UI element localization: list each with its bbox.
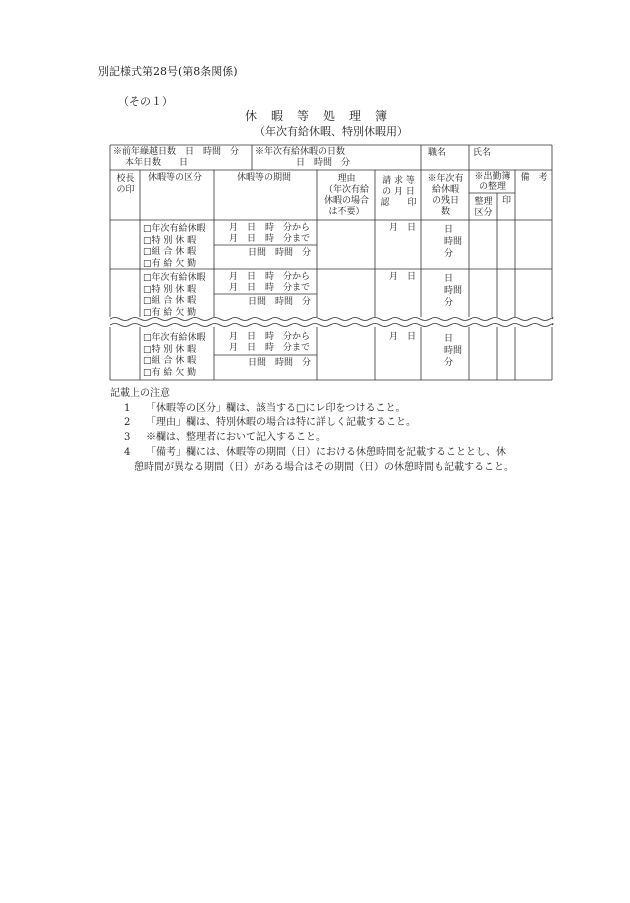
period-total: 日間 時間 分 xyxy=(248,297,312,307)
leave-type-options[interactable]: □年次有給休暇 □特 別 休 暇 □組 合 休 暇 □有 給 欠 勤 xyxy=(143,333,206,378)
form-part: （その１） xyxy=(118,95,173,108)
remaining-leave-header: ※年次有 給休暇 の残日 数 xyxy=(427,174,464,217)
period-from: 月 日 時 分から xyxy=(229,223,311,233)
name-label: 氏名 xyxy=(473,148,492,158)
note-number: 2 xyxy=(124,417,131,428)
note-number: 1 xyxy=(124,403,131,414)
remaining-days: 日 時間 分 xyxy=(444,334,463,368)
current-year-days-label: 本年日数 日 xyxy=(125,158,189,168)
note-text: 「備考」欄には、休暇等の期間（日）における休憩時間を記載することとし、休 xyxy=(146,447,506,458)
request-date: 月 日 xyxy=(389,272,417,282)
period-from: 月 日 時 分から xyxy=(229,272,311,282)
period-total: 日間 時間 分 xyxy=(248,248,312,258)
form-label: 別記様式第28号(第8条関係) xyxy=(98,65,238,78)
leave-type-options[interactable]: □年次有給休暇 □特 別 休 暇 □組 合 休 暇 □有 給 欠 勤 xyxy=(143,224,206,269)
arrangement-header: 整理 区分 xyxy=(474,197,493,218)
remaining-days: 日 時間 分 xyxy=(444,225,463,259)
request-date: 月 日 xyxy=(389,223,417,233)
period-to: 月 日 時 分まで xyxy=(229,343,311,353)
remaining-days: 日 時間 分 xyxy=(444,274,463,308)
reason-header: 理由 （年次有給 休暇の場合 は不要） xyxy=(323,174,369,217)
note-number: 3 xyxy=(124,432,131,443)
job-title-label: 職名 xyxy=(428,148,447,158)
note-text: ※欄は、整理者において記入すること。 xyxy=(146,432,326,443)
note-text: 「理由」欄は、特別休暇の場合は特に詳しく記載すること。 xyxy=(146,417,416,428)
note-text: 「休暇等の区分」欄は、該当する□にレ印をつけること。 xyxy=(146,403,406,414)
notes-heading: 記載上の注意 xyxy=(110,388,170,399)
principal-seal-header: 校長 の印 xyxy=(116,174,135,195)
period-total: 日間 時間 分 xyxy=(248,358,312,368)
leave-type-options[interactable]: □年次有給休暇 □特 別 休 暇 □組 合 休 暇 □有 給 欠 勤 xyxy=(143,273,206,318)
page-title: 休 暇 等 処 理 簿 xyxy=(245,109,389,123)
seal-header: 印 xyxy=(501,196,511,206)
note-text-continuation: 憩時間が異なる期間（日）がある場合はその期間（日）の休憩時間も記載すること。 xyxy=(134,462,514,473)
period-from: 月 日 時 分から xyxy=(229,332,311,342)
request-date: 月 日 xyxy=(389,332,417,342)
request-date-header: 請 求 等 の 月 日 認 印 xyxy=(380,176,417,208)
remarks-header: 備 考 xyxy=(520,173,548,183)
period-to: 月 日 時 分まで xyxy=(229,283,311,293)
page-subtitle: （年次有給休暇、特別休暇用） xyxy=(254,125,408,138)
annual-leave-days-label: ※年次有給休暇の日数 xyxy=(255,147,346,157)
leave-period-header: 休暇等の期間 xyxy=(237,173,292,183)
annual-leave-time-label: 日 時間 分 xyxy=(296,158,351,168)
carryover-days-label: ※前年繰越日数 日 時間 分 xyxy=(113,147,240,157)
leave-type-header: 休暇等の区分 xyxy=(148,173,203,183)
period-to: 月 日 時 分まで xyxy=(229,234,311,244)
note-number: 4 xyxy=(124,447,131,458)
attendance-header: ※出勤簿 の整理 xyxy=(474,172,511,192)
